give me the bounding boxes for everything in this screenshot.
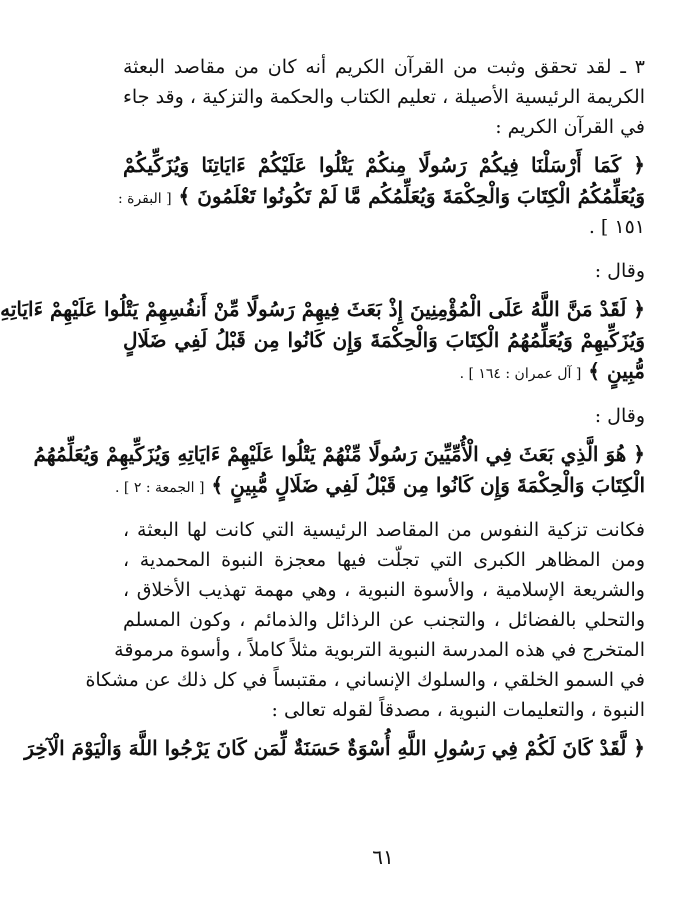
quran-verse-line bbox=[115, 470, 645, 501]
verse-reference: [ الجمعة : ٢ ] . bbox=[115, 480, 205, 496]
text-line bbox=[123, 401, 645, 431]
line-spacer bbox=[123, 286, 645, 294]
line-text: والشريعة الإسلامية ، والأسوة النبوية ، وهي مهمة تهذيب الأخلاق ، bbox=[123, 579, 645, 601]
line-text: ١٥١ ] . bbox=[588, 216, 645, 238]
page-number: ٦١ bbox=[372, 845, 394, 869]
text-line bbox=[123, 605, 645, 635]
line-text: وقال : bbox=[594, 260, 645, 282]
line-text: في السمو الخلقي ، والسلوك الإنساني ، مقتبساً في كل ذلك عن مشكاة bbox=[85, 669, 645, 691]
line-text: الكريمة الرئيسية الأصيلة ، تعليم الكتاب والحكمة والتزكية ، وقد جاء bbox=[123, 86, 645, 108]
line-text: ﴿ هُوَ الَّذِي بَعَثَ فِي الْأُمِّيِّينَ رَسُولًا مِّنْهُمْ يَتْلُوا عَلَيْهِمْ ءَايَاتِهِ وَيُزَكِّيهِمْ وَيُعَلِّمُهُمُ bbox=[33, 442, 645, 466]
text-line bbox=[123, 256, 645, 286]
page-body bbox=[0, 52, 645, 764]
line-text: ﴿ كَمَا أَرْسَلْنَا فِيكُمْ رَسُولًا مِنكُمْ يَتْلُوا عَلَيْكُمْ ءَايَاتِنَا وَيُزَكِّيكُمْ bbox=[123, 153, 645, 177]
line-spacer bbox=[123, 242, 645, 256]
text-line bbox=[123, 515, 645, 545]
text-line bbox=[123, 82, 645, 112]
verse-reference: [ البقرة : bbox=[117, 191, 172, 207]
line-text: ﴿ لَّقَدْ كَانَ لَكُمْ فِي رَسُولِ اللَّهِ أُسْوَةٌ حَسَنَةٌ لِّمَن كَانَ يَرْجُوا اللَّهَ وَالْيَوْمَ الْآخِرَ bbox=[24, 736, 645, 760]
text-line bbox=[123, 112, 645, 142]
text-line bbox=[85, 665, 645, 695]
text-line bbox=[123, 575, 645, 605]
line-spacer bbox=[123, 142, 645, 150]
line-text: ومن المظاهر الكبرى التي تجلّت فيها معجزة النبوة المحمدية ، bbox=[123, 549, 645, 571]
line-spacer bbox=[123, 725, 645, 733]
quran-verse-line bbox=[33, 439, 645, 470]
line-spacer bbox=[123, 387, 645, 401]
line-text: وَيُعَلِّمُكُمُ الْكِتَابَ وَالْحِكْمَةَ وَيُعَلِّمُكُم مَّا لَمْ تَكُونُوا تَعْلَمُونَ ﴾ bbox=[178, 184, 645, 208]
line-text: النبوة ، والتعليمات النبوية ، مصدقاً لقوله تعالى : bbox=[271, 699, 645, 721]
text-line bbox=[123, 695, 645, 725]
quran-verse-line bbox=[117, 181, 645, 212]
quran-verse-line bbox=[24, 733, 645, 764]
line-text: ٣ ـ لقد تحقق وثبت من القرآن الكريم أنه كان من مقاصد البعثة bbox=[123, 56, 645, 78]
line-text: المتخرج في هذه المدرسة النبوية التربوية مثلاً كاملاً ، وأسوة مرموقة bbox=[114, 639, 645, 661]
line-spacer bbox=[123, 431, 645, 439]
line-text: مُّبِينٍ ﴾ bbox=[588, 359, 645, 383]
line-text: ﴿ لَقَدْ مَنَّ اللَّهُ عَلَى الْمُؤْمِنِينَ إِذْ بَعَثَ فِيهِمْ رَسُولًا مِّنْ أَنفُسِهِمْ يَتْلُوا عَلَيْهِمْ ءَايَاتِهِ bbox=[0, 297, 645, 321]
line-text: الْكِتَابَ وَالْحِكْمَةَ وَإِن كَانُوا مِن قَبْلُ لَفِي ضَلَالٍ مُّبِينٍ ﴾ bbox=[211, 473, 645, 497]
quran-verse-line bbox=[123, 356, 645, 387]
line-text: وقال : bbox=[594, 405, 645, 427]
text-line bbox=[114, 635, 645, 665]
quran-verse-line bbox=[123, 150, 645, 181]
text-line bbox=[123, 212, 645, 242]
line-text: وَيُزَكِّيهِمْ وَيُعَلِّمُهُمُ الْكِتَابَ وَالْحِكْمَةَ وَإِن كَانُوا مِن قَبْلُ لَفِي ضَلَالٍ bbox=[123, 328, 645, 352]
line-spacer bbox=[123, 501, 645, 515]
line-text: فكانت تزكية النفوس من المقاصد الرئيسية التي كانت لها البعثة ، bbox=[123, 519, 645, 541]
line-text: في القرآن الكريم : bbox=[495, 116, 645, 138]
verse-reference: [ آل عمران : ١٦٤ ] . bbox=[459, 366, 582, 382]
text-line bbox=[123, 545, 645, 575]
quran-verse-line bbox=[123, 325, 645, 356]
quran-verse-line bbox=[0, 294, 645, 325]
line-text: والتحلي بالفضائل ، والتجنب عن الرذائل والذمائم ، وكون المسلم bbox=[123, 609, 645, 631]
text-line bbox=[123, 52, 645, 82]
